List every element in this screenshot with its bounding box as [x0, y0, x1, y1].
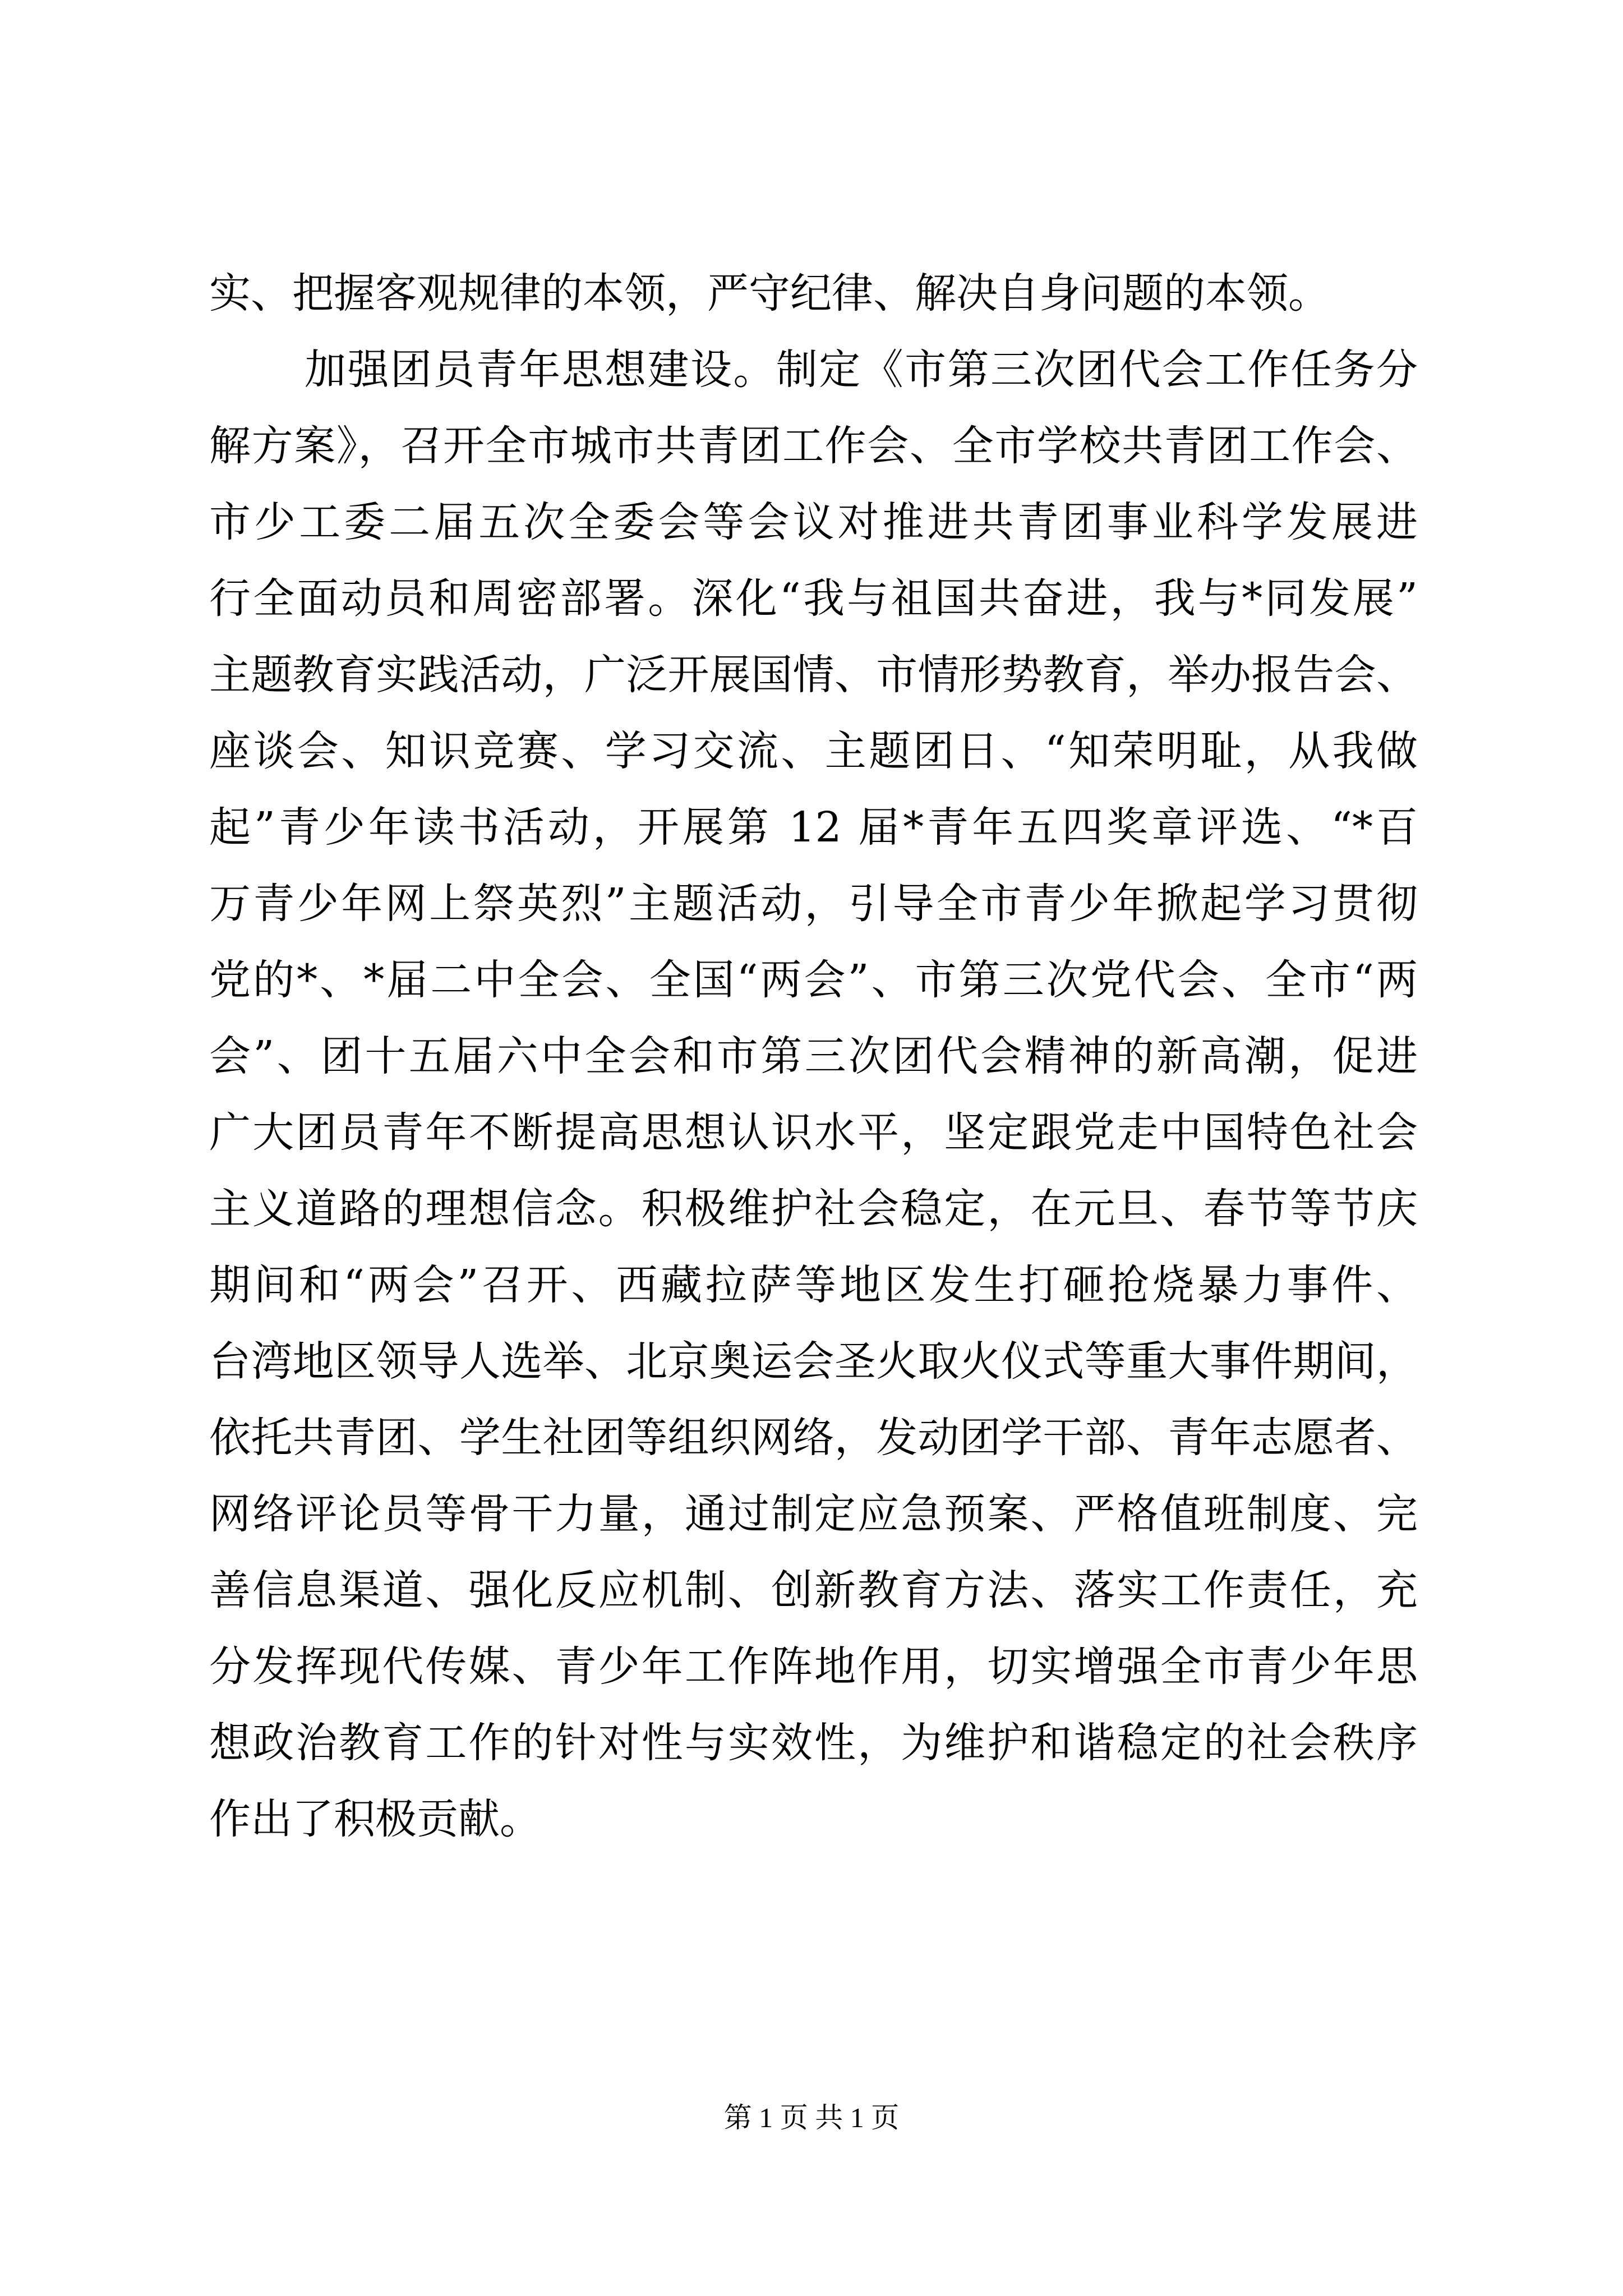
paragraph-line: 万青少年网上祭英烈”主题活动，引导全市青少年掀起学习贯彻: [209, 880, 1418, 928]
paragraph-line: 作出了积极贡献。: [209, 1795, 541, 1843]
paragraph-line: 市少工委二届五次全委会等会议对推进共青团事业科学发展进: [209, 498, 1418, 546]
paragraph-line: 加强团员青年思想建设。制定《市第三次团代会工作任务分: [305, 346, 1418, 394]
paragraph-line: 想政治教育工作的针对性与实效性，为维护和谐稳定的社会秩序: [209, 1719, 1418, 1767]
paragraph-line: 善信息渠道、强化反应机制、创新教育方法、落实工作责任，充: [209, 1566, 1418, 1614]
page-number: 第 1 页 共 1 页: [723, 2102, 900, 2133]
paragraph-line: 期间和“两会”召开、西藏拉萨等地区发生打砸抢烧暴力事件、: [209, 1261, 1418, 1309]
paragraph-line: 主题教育实践活动，广泛开展国情、市情形势教育，举办报告会、: [209, 651, 1418, 699]
paragraph-line: 分发挥现代传媒、青少年工作阵地作用，切实增强全市青少年思: [209, 1642, 1418, 1691]
paragraph-line: 台湾地区领导人选举、北京奥运会圣火取火仪式等重大事件期间，: [209, 1337, 1418, 1386]
paragraph-line: 行全面动员和周密部署。深化“我与祖国共奋进，我与*同发展”: [209, 574, 1418, 623]
paragraph-line: 主义道路的理想信念。积极维护社会稳定，在元旦、春节等节庆: [209, 1185, 1418, 1233]
paragraph-line: 实、把握客观规律的本领，严守纪律、解决自身问题的本领。: [209, 269, 1330, 318]
paragraph-line: 起”青少年读书活动，开展第 12 届*青年五四奖章评选、“*百: [209, 803, 1418, 852]
paragraph-line: 座谈会、知识竞赛、学习交流、主题团日、“知荣明耻，从我做: [209, 727, 1418, 775]
paragraph-line: 党的*、*届二中全会、全国“两会”、市第三次党代会、全市“两: [209, 956, 1418, 1004]
paragraph-line: 网络评论员等骨干力量，通过制定应急预案、严格值班制度、完: [209, 1490, 1418, 1538]
paragraph-line: 会”、团十五届六中全会和市第三次团代会精神的新高潮，促进: [209, 1032, 1418, 1080]
page-footer: [0, 2098, 1623, 2137]
paragraph-line: 广大团员青年不断提高思想认识水平，坚定跟党走中国特色社会: [209, 1108, 1418, 1157]
paragraph-line: 解方案》，召开全市城市共青团工作会、全市学校共青团工作会、: [209, 422, 1418, 470]
paragraph-line: 依托共青团、学生社团等组织网络，发动团学干部、青年志愿者、: [209, 1414, 1418, 1462]
body-text: [209, 255, 1418, 1857]
